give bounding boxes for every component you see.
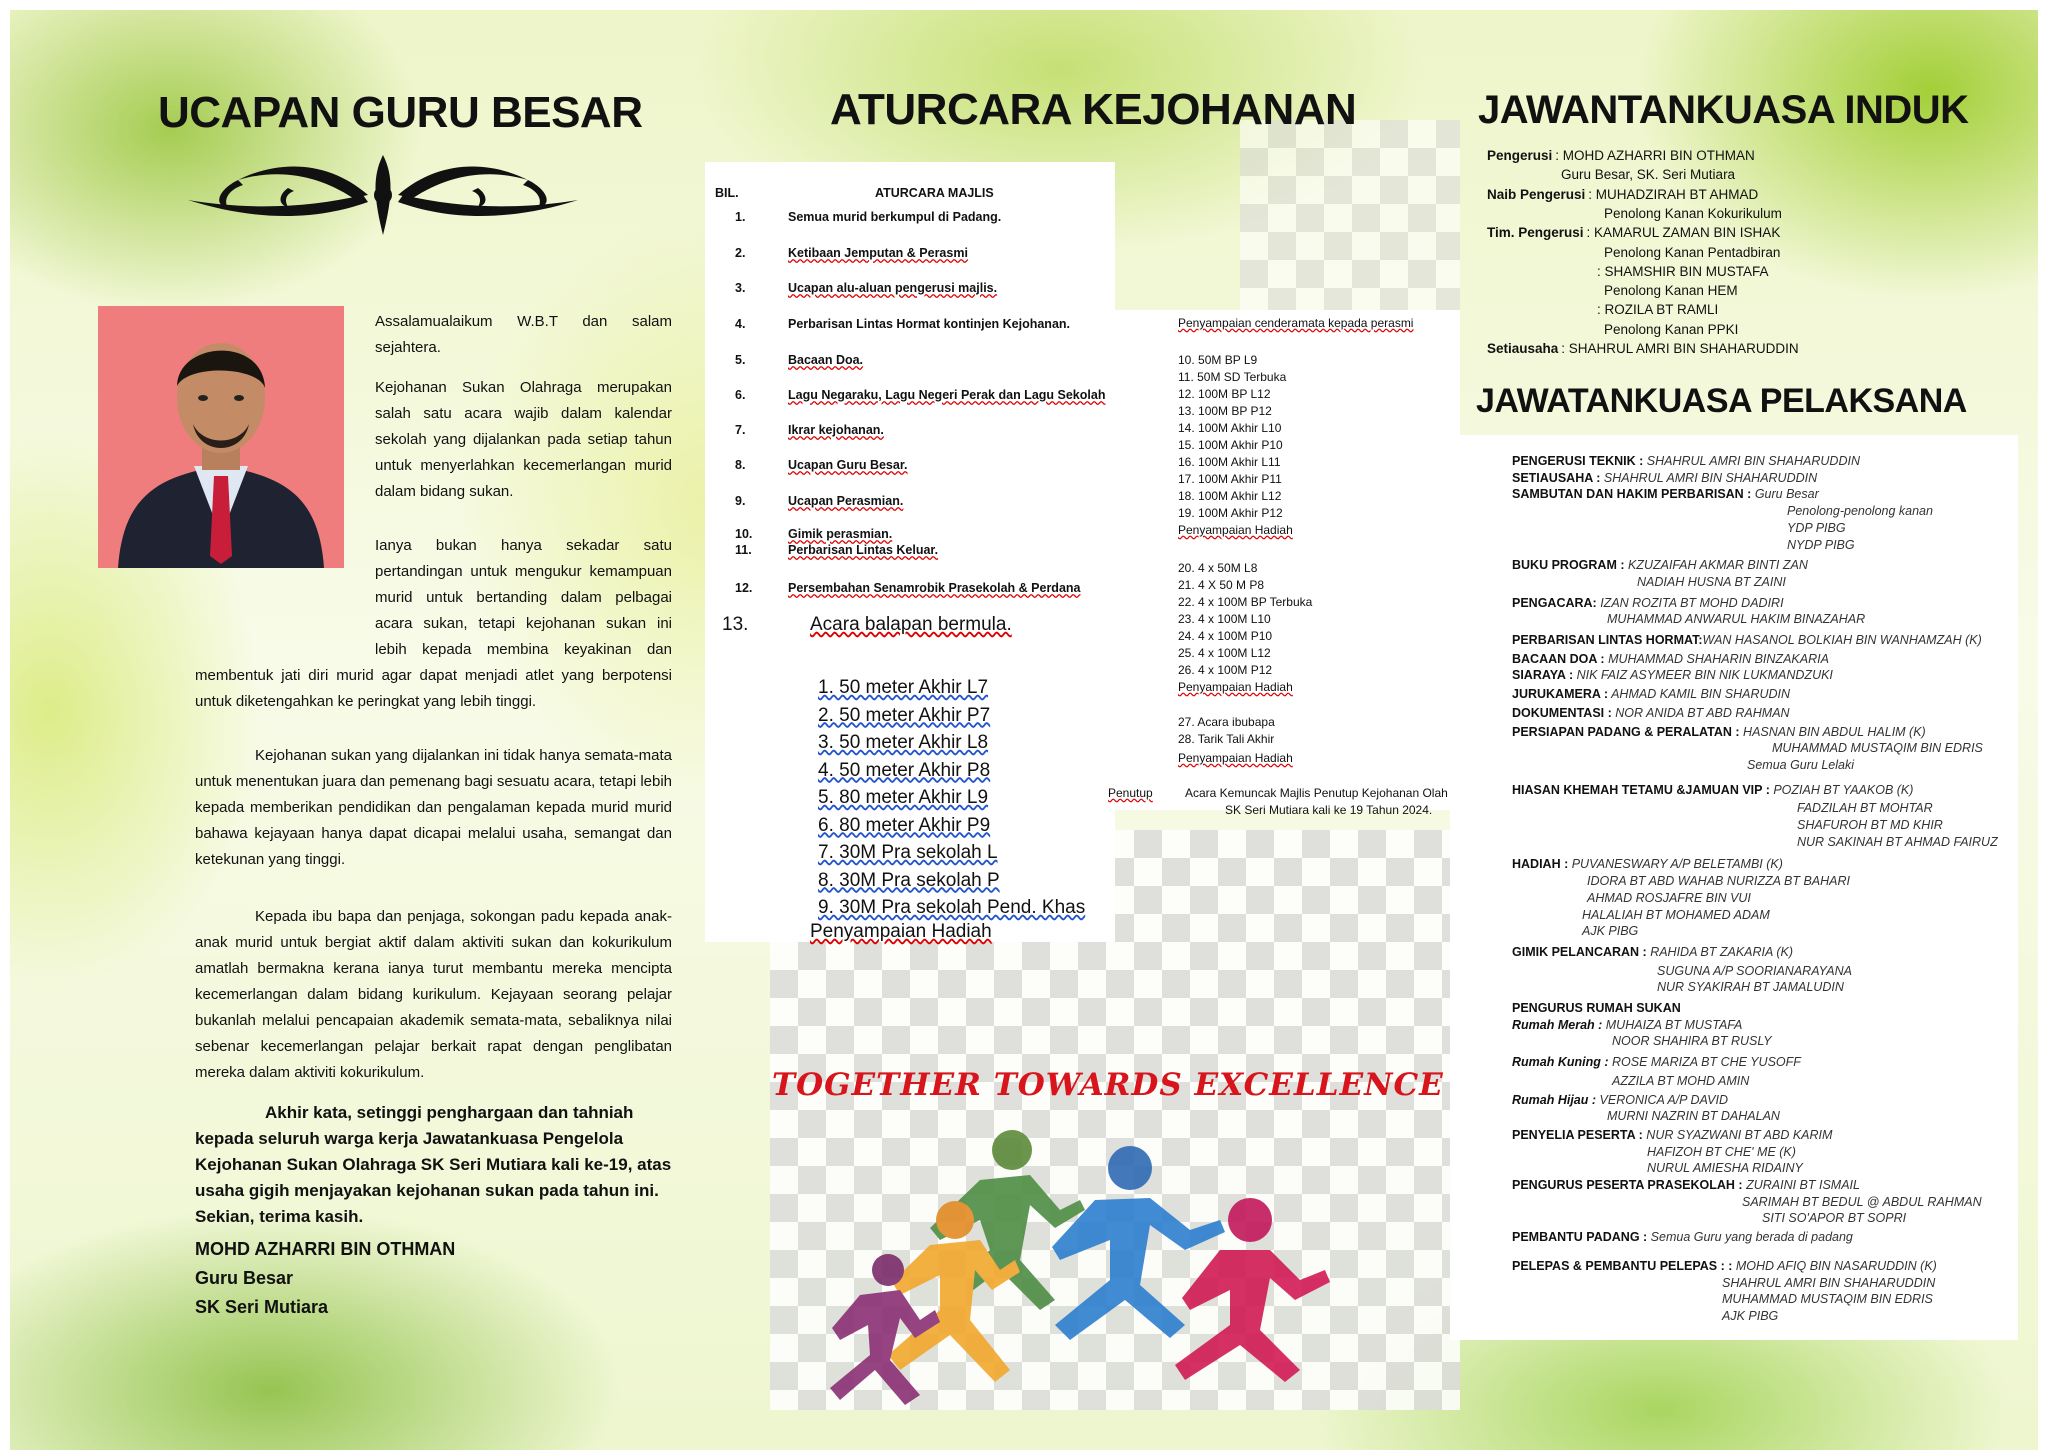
- event-big-text: 7. 30M Pra sekolah L: [818, 842, 998, 863]
- pelaksana-line: [1772, 740, 1983, 756]
- agenda-text: Perbarisan Lintas Keluar.: [788, 543, 939, 557]
- pelaksana-line: [1512, 1127, 1832, 1143]
- agenda-number: 4.: [735, 317, 746, 331]
- pelaksana-line: [1512, 651, 1829, 667]
- hadiah-label-1: Penyampaian Hadiah: [1178, 523, 1293, 537]
- pelaksana-value: AJK PIBG: [1582, 924, 1639, 939]
- pelaksana-value: KZUZAIFAH AKMAR BINTI ZAN: [1624, 558, 1808, 573]
- agenda-number: 10.: [735, 527, 753, 541]
- pelaksana-line: [1787, 520, 1846, 536]
- agenda-text: Persembahan Senamrobik Prasekolah & Perdana: [788, 581, 1081, 595]
- pelaksana-line: [1612, 1073, 1749, 1089]
- pelaksana-line: [1582, 907, 1770, 923]
- pelaksana-value: SUGUNA A/P SOORIANARAYANA: [1657, 963, 1852, 978]
- pelaksana-line: [1512, 557, 1808, 573]
- pelaksana-value: MUHAMMAD MUSTAQIM BIN EDRIS: [1722, 1292, 1933, 1307]
- pelaksana-value: AJK PIBG: [1722, 1308, 1779, 1323]
- pelaksana-label: PEMBANTU PADANG :: [1512, 1230, 1648, 1245]
- pelaksana-value: ZURAINI BT ISMAIL: [1742, 1178, 1860, 1192]
- pelaksana-value: AHMAD KAMIL BIN SHARUDIN: [1608, 687, 1791, 702]
- signature-role: Guru Besar: [195, 1268, 294, 1288]
- ucapan-title: UCAPAN GURU BESAR: [158, 88, 643, 137]
- pelaksana-value: VERONICA A/P DAVID: [1596, 1092, 1729, 1107]
- pelaksana-label: JURUKAMERA :: [1512, 687, 1609, 702]
- penyampaian-hadiah-main: Penyampaian Hadiah: [810, 921, 992, 942]
- penutup-label: Penutup: [1108, 786, 1153, 800]
- pelaksana-label: PERSIAPAN PADANG & PERALATAN :: [1512, 724, 1740, 739]
- pelaksana-line: [1512, 944, 1793, 960]
- pelaksana-line: [1742, 1194, 1982, 1210]
- pelaksana-value: SARIMAH BT BEDUL @ ABDUL RAHMAN: [1742, 1194, 1982, 1209]
- induk-line: [1487, 300, 1718, 319]
- penutup-text-1: Acara Kemuncak Majlis Penutup Kejohanan Olah: [1185, 786, 1448, 800]
- induk-value: Penolong Kanan PPKI: [1604, 321, 1739, 337]
- induk-value: Penolong Kanan HEM: [1604, 283, 1738, 299]
- pelaksana-line: [1787, 503, 1933, 519]
- pelaksana-line: [1612, 1033, 1772, 1049]
- induk-line: [1487, 243, 1780, 262]
- induk-value: Penolong Kanan Pentadbiran: [1604, 244, 1781, 260]
- pelaksana-label: BACAAN DOA :: [1512, 651, 1605, 666]
- induk-value: Guru Besar, SK. Seri Mutiara: [1561, 167, 1736, 183]
- pelaksana-value: ROSE MARIZA BT CHE YUSOFF: [1608, 1055, 1801, 1070]
- pelaksana-label: PENGURUS RUMAH SUKAN: [1512, 1001, 1681, 1015]
- pelaksana-line: [1512, 686, 1790, 702]
- pelaksana-line: [1512, 705, 1790, 721]
- pelaksana-label: PERBARISAN LINTAS HORMAT:: [1512, 633, 1703, 647]
- event-big-text: 5. 80 meter Akhir L9: [818, 787, 989, 808]
- event-item: 21. 4 X 50 M P8: [1178, 578, 1265, 592]
- event-big-text: 9. 30M Pra sekolah Pend. Khas: [818, 897, 1086, 918]
- pelaksana-line: [1512, 782, 1913, 798]
- pelaksana-line: [1512, 1000, 1681, 1016]
- pelaksana-value: NURUL AMIESHA RIDAINY: [1647, 1161, 1803, 1176]
- portrait-illustration: [98, 306, 344, 568]
- pelaksana-value: HAFIZOH BT CHE' ME (K): [1647, 1144, 1796, 1159]
- intro-paragraph: Kejohanan Sukan Olahraga merupakan salah satu acara wajib dalam kalendar sekolah yang dijalankan pada setiap tahun untuk menyerlahkan kecemerlangan murid dalam bidang sukan.: [375, 379, 672, 500]
- pelaksana-label: GIMIK PELANCARAN :: [1512, 944, 1647, 959]
- agenda-text: Gimik perasmian.: [788, 527, 893, 541]
- event-item: 25. 4 x 100M L12: [1178, 646, 1271, 660]
- event-big-item: [818, 784, 988, 812]
- runners-illustration-icon: [780, 1110, 1340, 1410]
- induk-value: : ROZILA BT RAMLI: [1597, 302, 1719, 318]
- pelaksana-value: SITI SO'APOR BT SOPRI: [1762, 1211, 1907, 1226]
- pelaksana-value: SHAHRUL AMRI BIN SHAHARUDDIN: [1643, 454, 1860, 468]
- agenda-number: 7.: [735, 423, 746, 437]
- pelaksana-value: NUR SYAZWANI BT ABD KARIM: [1642, 1127, 1833, 1142]
- agenda-number: 6.: [735, 388, 746, 402]
- agenda-text: Ketibaan Jemputan & Perasmi: [788, 246, 968, 260]
- pelaksana-label: HADIAH :: [1512, 857, 1569, 872]
- pelaksana-value: YDP PIBG: [1787, 520, 1846, 535]
- pelaksana-value: MUHAMMAD MUSTAQIM BIN EDRIS: [1772, 741, 1983, 756]
- pelaksana-line: [1762, 1210, 1906, 1226]
- pelaksana-value: FADZILAH BT MOHTAR: [1797, 801, 1933, 816]
- pelaksana-line: [1722, 1308, 1778, 1324]
- pelaksana-label: PELEPAS & PEMBANTU PELEPAS : :: [1512, 1258, 1733, 1273]
- agenda-header-bil: BIL.: [715, 186, 739, 200]
- event-item: 24. 4 x 100M P10: [1178, 629, 1273, 643]
- pelaksana-value: Semua Guru Lelaki: [1747, 757, 1855, 772]
- event-big-text: 2. 50 meter Akhir P7: [818, 704, 991, 726]
- pelaksana-label: SETIAUSAHA :: [1512, 470, 1601, 485]
- induk-line: [1487, 339, 1799, 358]
- pelaksana-label: HIASAN KHEMAH TETAMU &JAMUAN VIP :: [1512, 782, 1770, 797]
- induk-line: [1487, 185, 1758, 204]
- pelaksana-line: [1607, 611, 1865, 627]
- agenda-number: 5.: [735, 353, 746, 367]
- cenderamata-label: Penyampaian cenderamata kepada perasmi: [1178, 316, 1414, 330]
- paragraph-ianya: Ianya bukan hanya sekadar satu pertandingan untuk mengukur kemampuan murid untuk bertanding dalam pelbagai acara sukan, tetapi kejohanan sukan ini lebih kepada membina keyakinan dan membentuk jati diri murid agar dapat menjadi atlet yang berpotensi untuk diketengahkan ke peringkat yang lebih tinggi.: [195, 537, 672, 710]
- pelaksana-value: NOR ANIDA BT ABD RAHMAN: [1611, 705, 1790, 720]
- induk-label: Setiausaha: [1487, 341, 1559, 356]
- pelaksana-line: [1657, 979, 1844, 995]
- event-item: 12. 100M BP L12: [1178, 387, 1271, 401]
- pelaksana-line: [1512, 1177, 1860, 1193]
- event-item: 17. 100M Akhir P11: [1178, 472, 1282, 486]
- pelaksana-line: [1647, 1160, 1803, 1176]
- agenda-number: 12.: [735, 581, 753, 595]
- pelaksana-line: [1582, 923, 1638, 939]
- event-big-item: [818, 757, 990, 785]
- event-item: 16. 100M Akhir L11: [1178, 455, 1281, 469]
- paragraph-ibu-bapa: Kepada ibu bapa dan penjaga, sokongan padu kepada anak-anak murid untuk bergiat aktif dalam aktiviti sukan dan kokurikulum amatlah bermakna kerana ianya turut membantu mereka mencipta kecemerlangan dalam bidang kurikulum. Kejayaan seorang pelajar bukanlah melalui pencapaian akademik semata-mata, sebaliknya nilai sebenar kecemerlangan pelajar berkait rapat dengan penglibatan mereka dalam aktiviti kokurikulum.: [195, 908, 672, 1081]
- pelaksana-label: SIARAYA :: [1512, 668, 1574, 683]
- pelaksana-value: NADIAH HUSNA BT ZAINI: [1637, 574, 1786, 589]
- pelaksana-line: [1747, 757, 1854, 773]
- event-big-text: 6. 80 meter Akhir P9: [818, 814, 991, 836]
- event-item: 10. 50M BP L9: [1178, 353, 1258, 367]
- event-big-text: 8. 30M Pra sekolah P: [818, 869, 1000, 891]
- pelaksana-line: [1797, 834, 1998, 850]
- agenda-number: 1.: [735, 210, 746, 224]
- pelaksana-value: IZAN ROZITA BT MOHD DADIRI: [1596, 595, 1784, 610]
- pelaksana-value: MUHAIZA BT MUSTAFA: [1602, 1017, 1743, 1032]
- hadiah-label-2: Penyampaian Hadiah: [1178, 680, 1293, 694]
- agenda-header-title: ATURCARA MAJLIS: [875, 186, 994, 200]
- induk-line: [1487, 223, 1780, 242]
- aturcara-title: ATURCARA KEJOHANAN: [830, 85, 1357, 134]
- greeting-paragraph: Assalamualaikum W.B.T dan salam sejahtera.: [375, 313, 672, 356]
- pelaksana-label: Rumah Hijau :: [1512, 1092, 1597, 1107]
- agenda-text: Ucapan Perasmian.: [788, 494, 904, 508]
- pelaksana-line: [1512, 1054, 1801, 1070]
- induk-value: : MOHD AZHARRI BIN OTHMAN: [1555, 148, 1755, 163]
- pelaksana-line: [1797, 817, 1943, 833]
- pelaksana-value: Semua Guru yang berada di padang: [1647, 1230, 1853, 1245]
- event-item: 23. 4 x 100M L10: [1178, 612, 1271, 626]
- pelaksana-value: MUHAMMAD SHAHARIN BINZAKARIA: [1604, 651, 1829, 666]
- agenda-text: Bacaan Doa.: [788, 353, 864, 367]
- hadiah-label-3: Penyampaian Hadiah: [1178, 751, 1293, 765]
- pelaksana-label: SAMBUTAN DAN HAKIM PERBARISAN :: [1512, 487, 1752, 502]
- pelaksana-value: RAHIDA BT ZAKARIA (K): [1646, 944, 1794, 959]
- event-item: 15. 100M Akhir P10: [1178, 438, 1283, 452]
- pelaksana-value: SHAFUROH BT MD KHIR: [1797, 818, 1943, 832]
- pelaksana-value: SHAHRUL AMRI BIN SHAHARUDDIN: [1600, 470, 1818, 485]
- pelaksana-value: NIK FAIZ ASYMEER BIN NIK LUKMANDZUKI: [1573, 668, 1833, 683]
- event-big-item: [818, 729, 988, 757]
- pelaksana-line: [1512, 595, 1784, 611]
- induk-line: [1487, 146, 1755, 165]
- pelaksana-line: [1512, 1017, 1742, 1033]
- pelaksana-line: [1722, 1291, 1933, 1307]
- pelaksana-line: [1657, 963, 1852, 979]
- pelaksana-value: NUR SAKINAH BT AHMAD FAIRUZ: [1797, 834, 1998, 849]
- event-item: 26. 4 x 100M P12: [1178, 663, 1273, 677]
- induk-label: Pengerusi: [1487, 148, 1553, 163]
- agenda-text: Lagu Negaraku, Lagu Negeri Perak dan Lagu Sekolah: [788, 388, 1106, 402]
- event-item: 27. Acara ibubapa: [1178, 715, 1275, 729]
- pelaksana-value: HASNAN BIN ABDUL HALIM (K): [1739, 724, 1926, 739]
- pelaksana-line: [1512, 486, 1819, 502]
- event-item: 19. 100M Akhir P12: [1178, 506, 1283, 520]
- induk-label: Tim. Pengerusi: [1487, 225, 1584, 241]
- paragraph-akhir-kata: Akhir kata, setinggi penghargaan dan tahniah kepada seluruh warga kerja Jawatankuasa Pengelola Kejohanan Sukan Olahraga SK Seri Mutiara kali ke-19, atas usaha gigih menjayakan kejohanan sukan pada tahun ini. Sekian, terima kasih.: [195, 1103, 672, 1226]
- pelaksana-value: Guru Besar: [1751, 487, 1819, 502]
- induk-value: Penolong Kanan Kokurikulum: [1604, 205, 1782, 221]
- agenda-panel-right: [1115, 310, 1460, 810]
- pelaksana-value: IDORA BT ABD WAHAB NURIZZA BT BAHARI: [1587, 874, 1850, 889]
- pelaksana-line: [1787, 537, 1855, 553]
- pelaksana-line: [1512, 667, 1833, 683]
- pelaksana-line: [1512, 856, 1783, 872]
- event-item: 11. 50M SD Terbuka: [1178, 370, 1287, 384]
- pelaksana-line: [1512, 470, 1817, 486]
- event-big-item: [818, 812, 990, 840]
- induk-value: : KAMARUL ZAMAN BIN ISHAK: [1586, 225, 1781, 241]
- event-big-text: 4. 50 meter Akhir P8: [818, 759, 991, 781]
- penutup-text-2: SK Seri Mutiara kali ke 19 Tahun 2024.: [1225, 803, 1433, 817]
- pelaksana-label: DOKUMENTASI :: [1512, 705, 1612, 720]
- pelaksana-line: [1512, 1258, 1937, 1274]
- induk-value: : SHAMSHIR BIN MUSTAFA: [1597, 263, 1769, 279]
- agenda-text: Ucapan Guru Besar.: [788, 458, 908, 472]
- induk-line: [1487, 204, 1782, 223]
- paragraph-kejohanan: Kejohanan sukan yang dijalankan ini tidak hanya semata-mata untuk menentukan juara dan pemenang bagi sesuatu acara, tetapi lebih kepada memberikan pendidikan dan pengalaman kepada murid murid bahawa kejayaan hanya dapat dicapai melalui usaha, semangat dan ketekunan yang tinggi.: [195, 747, 673, 868]
- induk-line: [1487, 262, 1769, 281]
- pelaksana-label: Rumah Kuning :: [1512, 1055, 1609, 1070]
- pelaksana-line: [1512, 724, 1926, 740]
- pelaksana-label: Rumah Merah :: [1512, 1017, 1603, 1032]
- induk-title: JAWANTANKUASA INDUK: [1478, 88, 1969, 132]
- principal-photo: [98, 306, 344, 568]
- pelaksana-value: MOHD AFIQ BIN NASARUDDIN (K): [1732, 1258, 1937, 1273]
- pelaksana-label: PENGERUSI TEKNIK :: [1512, 454, 1644, 468]
- induk-value: : SHAHRUL AMRI BIN SHAHARUDDIN: [1561, 341, 1799, 356]
- ornament-divider-icon: [168, 150, 598, 240]
- event-item: 14. 100M Akhir L10: [1178, 421, 1282, 435]
- event-item: 13. 100M BP P12: [1178, 404, 1272, 418]
- agenda-number: 3.: [735, 281, 746, 295]
- brochure-page: UCAPAN GURU BESAR Assalamualaikum W.B.T dan salam sejahtera. Kejohanan Sukan Olahraga merupakan salah satu acara wajib dalam kalendar sekolah yang dijalankan pada setiap tahun untuk menyerlahkan kecemerlangan murid dalam bidang sukan. Ianya bukan hanya sekadar satu pertandingan untuk mengukur kemampuan murid untuk bertanding dalam pelbagai acara sukan, tetapi kejohanan sukan ini lebih kepada membina keyakinan dan membentuk jati diri murid agar dapat menjadi atlet yang berpotensi untuk diketengahkan ke peringkat yang lebih tinggi. Kejohanan sukan yang dijalankan ini tidak hanya semata-mata untuk menentukan juara dan pemenang bagi sesuatu acara, tetapi lebih kepada memberikan pendidikan dan pengalaman kepada murid murid bahawa kejayaan hanya dapat dicapai melalui usaha, semangat dan ketekunan yang tinggi. Kepada ibu bapa dan penjaga, sokongan padu kepada anak-anak murid untuk bergiat aktif dalam aktiviti sukan dan kokurikulum amatlah bermakna kerana ianya turut membantu mereka mencipta kecemerlangan dalam bidang kurikulum. Kejayaan seorang pelajar bukanlah melalui pencapaian akademik semata-mata, sebaliknya nilai sebenar kecemerlangan pelajar berkait rapat dengan penglibatan mereka dalam aktiviti kokurikulum. Akhir kata, setinggi penghargaan dan tahniah kepada seluruh warga kerja Jawatankuasa Pengelola Kejohanan Sukan Olahraga SK Seri Mutiara kali ke-19, atas usaha gigih menjayakan kejohanan sukan pada tahun ini. Sekian, terima kasih. MOHD AZHARRI BIN OTHMAN Guru Besar SK Seri Mutiara ATURCARA KEJOHANAN BIL. ATURCARA MAJLIS 1. Semua murid berkumpul di Padang. 2. Ketibaan Jemputan & Perasmi 3. Ucapan alu-aluan pengerusi majlis. 4. Perbarisan Lintas Hormat kontinjen Kejohanan. 5. Bacaan Doa. 6. Lagu Negaraku, Lagu Negeri Perak dan Lagu Sekolah 7. Ikrar kejohanan. 8. Ucapan Guru Besar. 9. Ucapan Perasmian. 10. Gimik perasmian. 11. Perbarisan Lintas Keluar. 12. Persembahan Senamrobik Prasekolah & Perdana 13. Acara balapan bermula. 1. 50 meter Akhir L7 2. 50 meter Akhir P7 3. 50 meter Akhir L8 4. 50 meter Akhir P8 5. 80 meter Akhir L9 6. 80 meter Akhir P9 7. 30M Pra sekolah L 8. 30M Pra sekolah P 9. 30M Pra sekolah Pend. Khas Penyampaian Hadiah Penyampaian cenderamata kepada perasmi 10. 50M BP L9 11. 50M SD Terbuka 12. 100M BP L12 13. 100M BP P12 14. 100M Akhir L10 15. 100M Akhir P10 16. 100M Akhir L11 17. 100M Akhir P11 18. 100M Akhir L12 19. 100M Akhir P12 Penyampaian Hadiah 20. 4 x 50M L8 21. 4 X 50 M P8 22. 4 x 100M BP Terbuka 23. 4 x 100M L10 24. 4 x 100M P10 25. 4 x 100M L12 26. 4 x 100M P12 Penyampaian Hadiah 27. Acara ibubapa 28. Tarik Tali Akhir Penyampaian Hadiah Penutup Acara Kemuncak Majlis Penutup Kejohanan Olah SK Seri Mutiara kali ke 19 Tahun 2024. TOGETHER TOWARDS EXCELLENCE JAWANTANKUASA INDUK Pengerusi : MOHD AZHARRI BIN OTHMAN Guru Besar, SK. Seri Mutiara Naib Pengerusi : MUHADZIRAH BT AHMAD Penolong Kanan Kokurikulum Tim. Pengerusi : KAMARUL ZAMAN BIN ISHAK Penolong Kanan Pentadbiran : SHAMSHIR BIN MUSTAFA Penolong Kanan HEM : ROZILA BT RAMLI Penolong Kanan PPKI Setiausaha : SHAHRUL AMRI BIN SHAHARUDDIN JAWATANKUASA PELAKSANA PENGERUSI TEKNIK : SHAHRUL AMRI BIN SHAHARUDDIN SETIAUSAHA : SHAHRUL AMRI BIN SHAHARUDDIN SAMBUTAN DAN HAKIM PERBARISAN : Guru Besar Penolong-penolong kanan YDP PIBG NYDP PIBG BUKU PROGRAM : KZUZAIFAH AKMAR BINTI ZAN NADIAH HUSNA BT ZAINI PENGACARA: IZAN ROZITA BT MOHD DADIRI MUHAMMAD ANWARUL HAKIM BINAZAHAR PERBARISAN LINTAS HORMAT:WAN HASANOL BOLKIAH BIN WANHAMZAH (K) BACAAN DOA : MUHAMMAD SHAHARIN BINZAKARIA SIARAYA : NIK FAIZ ASYMEER BIN NIK LUKMANDZUKI JURUKAMERA : AHMAD KAMIL BIN SHARUDIN DOKUMENTASI : NOR ANIDA BT ABD RAHMAN PERSIAPAN PADANG & PERALATAN : HASNAN BIN ABDUL HALIM (K) MUHAMMAD MUSTAQIM BIN EDRIS Semua Guru Lelaki HIASAN KHEMAH TETAMU &JAMUAN VIP : POZIAH BT YAAKOB (K) FADZILAH BT MOHTAR SHAFUROH BT MD KHIR NUR SAKINAH BT AHMAD FAIRUZ HADIAH : PUVANESWARY A/P BELETAMBI (K) IDORA BT ABD WAHAB NURIZZA BT BAHARI AHMAD ROSJAFRE BIN VUI HALALIAH BT MOHAMED ADAM AJK PIBG GIMIK PELANCARAN : RAHIDA BT ZAKARIA (K) SUGUNA A/P SOORIANARAYANA NUR SYAKIRAH BT JAMALUDIN PENGURUS RUMAH SUKAN Rumah Merah : MUHAIZA BT MUSTAFA NOOR SHAHIRA BT RUSLY Rumah Kuning : ROSE MARIZA BT CHE YUSOFF AZZILA BT MOHD AMIN Rumah Hijau : VERONICA A/P DAVID MURNI NAZRIN BT DAHALAN PENYELIA PESERTA : NUR SYAZWANI BT ABD KARIM HAFIZOH BT CHE' ME (K) NURUL AMIESHA RIDAINY PENGURUS PESERTA PRASEKOLAH : ZURAINI BT ISMAIL SARIMAH BT BEDUL @ ABDUL RAHMAN SITI SO'APOR BT SOPRI PEMBANTU PADANG : Semua Guru yang berada di padang PELEPAS & PEMBANTU PELEPAS : : MOHD AFIQ BIN NASARUDDIN (K) SHAHRUL AMRI BIN SHAHARUDDIN MUHAMMAD MUSTAQIM BIN EDRIS AJK PIBG: [10, 10, 2038, 1450]
- event-item: 20. 4 x 50M L8: [1178, 561, 1258, 575]
- agenda-number: 11.: [735, 543, 752, 557]
- pelaksana-line: [1637, 574, 1786, 590]
- pelaksana-title: JAWATANKUASA PELAKSANA: [1476, 382, 1967, 420]
- pelaksana-line: [1512, 1229, 1853, 1245]
- pelaksana-line: [1587, 873, 1850, 889]
- event-big-text: 1. 50 meter Akhir L7: [818, 677, 989, 698]
- pelaksana-line: [1512, 632, 1982, 648]
- signature-school: SK Seri Mutiara: [195, 1297, 329, 1317]
- agenda-number: 9.: [735, 494, 746, 508]
- agenda-text: Ikrar kejohanan.: [788, 423, 884, 437]
- induk-label: Naib Pengerusi: [1487, 186, 1586, 202]
- pelaksana-value: MUHAMMAD ANWARUL HAKIM BINAZAHAR: [1607, 612, 1866, 627]
- agenda-text: Perbarisan Lintas Hormat kontinjen Kejohanan.: [788, 317, 1071, 331]
- pelaksana-value: NOOR SHAHIRA BT RUSLY: [1612, 1034, 1772, 1049]
- pelaksana-value: NUR SYAKIRAH BT JAMALUDIN: [1657, 980, 1844, 995]
- event-big-text: 3. 50 meter Akhir L8: [818, 732, 989, 753]
- pelaksana-value: MURNI NAZRIN BT DAHALAN: [1607, 1109, 1780, 1124]
- signature-name: MOHD AZHARRI BIN OTHMAN: [195, 1239, 456, 1259]
- agenda-text: Ucapan alu-aluan pengerusi majlis.: [788, 281, 998, 295]
- event-big-item: [818, 702, 990, 730]
- pelaksana-label: PENGURUS PESERTA PRASEKOLAH :: [1512, 1178, 1743, 1192]
- event-item: 22. 4 x 100M BP Terbuka: [1178, 595, 1313, 609]
- pelaksana-value: AZZILA BT MOHD AMIN: [1612, 1073, 1750, 1088]
- agenda-number: 8.: [735, 458, 746, 472]
- event-item: 28. Tarik Tali Akhir: [1178, 732, 1275, 746]
- pelaksana-line: [1607, 1108, 1780, 1124]
- pelaksana-line: [1797, 800, 1933, 816]
- induk-value: : MUHADZIRAH BT AHMAD: [1588, 186, 1759, 202]
- pelaksana-value: NYDP PIBG: [1787, 537, 1855, 552]
- pelaksana-value: POZIAH BT YAAKOB (K): [1769, 782, 1914, 797]
- pelaksana-label: BUKU PROGRAM :: [1512, 558, 1625, 573]
- event-big-item: [818, 674, 988, 702]
- pelaksana-label: PENGACARA:: [1512, 595, 1597, 610]
- event-big-item: [818, 839, 998, 867]
- event-item: 18. 100M Akhir L12: [1178, 489, 1282, 503]
- event-big-item: [818, 867, 1000, 895]
- pelaksana-line: [1512, 1092, 1728, 1108]
- pelaksana-value: AHMAD ROSJAFRE BIN VUI: [1587, 890, 1751, 905]
- agenda-number: 2.: [735, 246, 746, 260]
- induk-line: [1487, 320, 1738, 339]
- slogan-text: TOGETHER TOWARDS EXCELLENCE: [772, 1067, 1444, 1103]
- pelaksana-value: Penolong-penolong kanan: [1787, 504, 1933, 519]
- pelaksana-value: WAN HASANOL BOLKIAH BIN WANHAMZAH (K): [1702, 633, 1982, 647]
- pelaksana-label: PENYELIA PESERTA :: [1512, 1127, 1643, 1142]
- pelaksana-line: [1722, 1275, 1935, 1291]
- agenda-text: Semua murid berkumpul di Padang.: [788, 210, 1002, 224]
- pelaksana-line: [1512, 453, 1860, 469]
- induk-line: [1487, 281, 1738, 300]
- pelaksana-value: HALALIAH BT MOHAMED ADAM: [1582, 907, 1770, 922]
- induk-line: [1487, 165, 1735, 184]
- pelaksana-value: PUVANESWARY A/P BELETAMBI (K): [1568, 857, 1783, 872]
- pelaksana-line: [1647, 1144, 1796, 1160]
- pelaksana-value: SHAHRUL AMRI BIN SHAHARUDDIN: [1722, 1275, 1936, 1290]
- pelaksana-line: [1587, 890, 1751, 906]
